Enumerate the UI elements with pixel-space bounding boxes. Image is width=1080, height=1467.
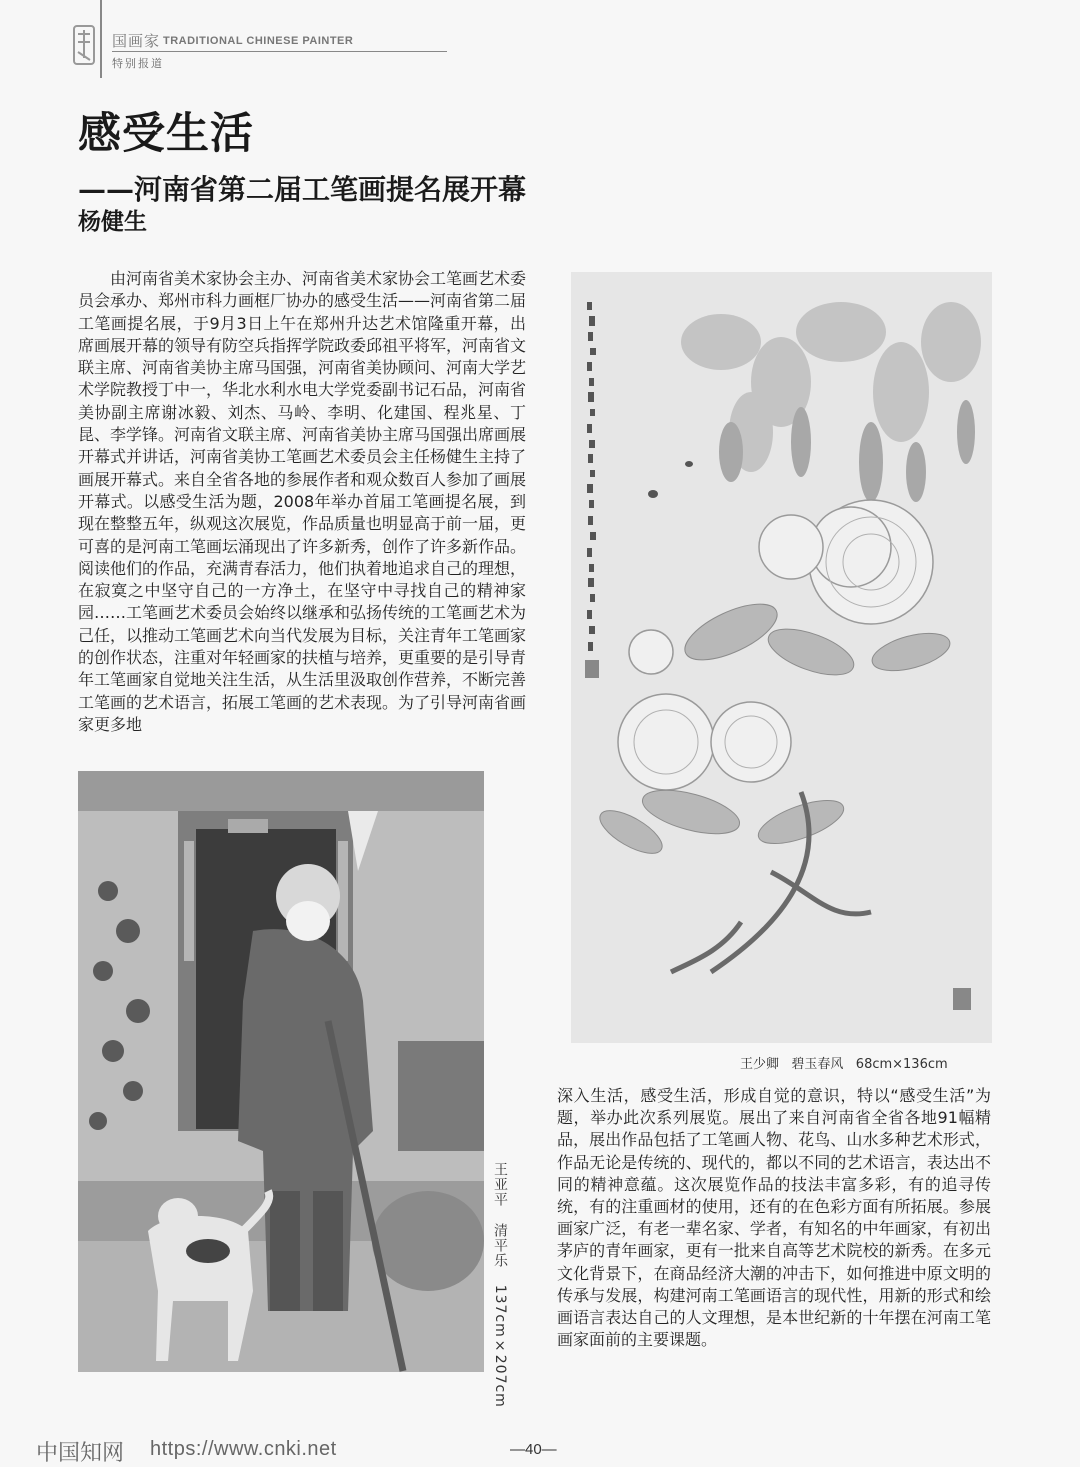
header-horizontal-rule	[112, 51, 447, 52]
magazine-name-en: TRADITIONAL CHINESE PAINTER	[163, 35, 354, 47]
header-vertical-rule	[100, 0, 102, 78]
page-number: —40—	[510, 1441, 557, 1458]
article-subtitle: ——河南省第二届工笔画提名展开幕	[78, 173, 527, 206]
section-label: 特别报道	[112, 57, 164, 70]
peony-painting-image	[571, 272, 992, 1043]
magazine-logo-icon	[72, 22, 96, 68]
old-man-painting-image	[78, 771, 484, 1372]
article-author: 杨健生	[78, 209, 147, 235]
peony-painting-caption: 王少卿 碧玉春风 68cm×136cm	[740, 1057, 948, 1072]
magazine-name-cn: 国画家	[112, 32, 161, 50]
article-title: 感受生活	[78, 109, 254, 159]
article-paragraph-1: 由河南省美术家协会主办、河南省美术家协会工笔画艺术委员会承办、郑州市科力画框厂协办的感受生活——河南省第二届工笔画提名展，于9月3日上午在郑州升达艺术馆隆重开幕，出席画展开幕的领导有防空兵指挥学院政委邱祖平将军，河南省文联主席、河南省美协主席马国强，河南省美协顾问、河南大学艺术学院教授丁中一，华北水利水电大学党委副书记石品，河南省美协副主席谢冰毅、刘杰、马岭、李明、化建国、程兆星、丁昆、李学锋。河南省文联主席、河南省美协主席马国强出席画展开幕式并讲话，河南省美协工笔画艺术委员会主任杨健生主持了画展开幕式。来自全省各地的参展作者和观众数百人参加了画展开幕式。以感受生活为题，2008年举办首届工笔画提名展，到现在整整五年，纵观这次展览，作品质量也明显高于前一届，更可喜的是河南工笔画坛涌现出了许多新秀，创作了许多新作品。阅读他们的作品，充满青春活力，他们执着地追求自己的理想，在寂寞之中坚守自己的一方净土，在坚守中寻找自己的精神家园……工笔画艺术委员会始终以继承和弘扬传统的工笔画艺术为己任，以推动工笔画艺术向当代发展为目标，关注青年工笔画家的创作状态，注重对年轻画家的扶植与培养，更重要的是引导青年工笔画家自觉地关注生活，从生活里汲取创作营养，不断完善工笔画的艺术语言，拓展工笔画的艺术表现。为了引导河南省画家更多地	[78, 269, 527, 734]
cnki-watermark-brand: 中国知网	[36, 1441, 125, 1466]
article-paragraph-2: 深入生活，感受生活，形成自觉的意识，特以“感受生活”为题，举办此次系列展览。展出了来自河南省全省各地91幅精品，展出作品包括了工笔画人物、花鸟、山水多种艺术形式，作品无论是传统的、现代的，都以不同的艺术语言，表达出不同的精神意蕴。这次展览作品的技法丰富多彩，有的追寻传统，有的注重画材的使用，还有的在色彩方面有所拓展。参展画家广泛，有老一辈名家、学者，有知名的中年画家，有初出茅庐的青年画家，更有一批来自高等艺术院校的新秀。在多元文化背景下，在商品经济大潮的冲击下，如何推进中原文明的传承与发展，构建河南工笔画语言的现代性，用新的形式和绘画语言表达自己的人文理想，是本世纪新的十年摆在河南工笔画家面前的主要课题。	[557, 1086, 991, 1350]
old-man-painting-caption: 王亚平 清平乐 137cm×207cm	[492, 1162, 508, 1408]
cnki-watermark-url[interactable]: https://www.cnki.net	[150, 1438, 337, 1460]
